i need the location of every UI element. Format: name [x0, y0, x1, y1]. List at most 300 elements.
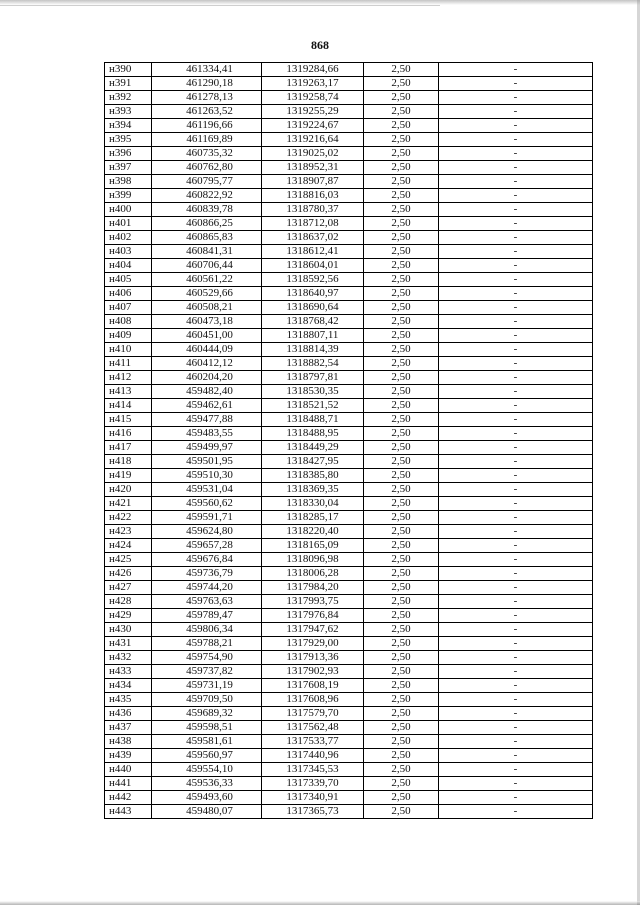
accuracy-cell: 2,50: [364, 637, 439, 651]
point-id-cell: н412: [105, 371, 152, 385]
note-cell: -: [439, 749, 593, 763]
point-id-cell: н440: [105, 763, 152, 777]
y-coordinate-cell: 1317345,53: [262, 763, 364, 777]
table-row: [105, 133, 593, 147]
point-id-cell: н411: [105, 357, 152, 371]
y-coordinate-cell: 1317993,75: [262, 595, 364, 609]
table-row: [105, 777, 593, 791]
x-coordinate-cell: 459754,90: [152, 651, 262, 665]
note-cell: -: [439, 805, 593, 819]
y-coordinate-cell: 1319255,29: [262, 105, 364, 119]
note-cell: -: [439, 175, 593, 189]
point-id-cell: н441: [105, 777, 152, 791]
accuracy-cell: 2,50: [364, 721, 439, 735]
note-cell: -: [439, 483, 593, 497]
point-id-cell: н424: [105, 539, 152, 553]
table-row: [105, 287, 593, 301]
note-cell: -: [439, 343, 593, 357]
accuracy-cell: 2,50: [364, 315, 439, 329]
point-id-cell: н391: [105, 77, 152, 91]
point-id-cell: н421: [105, 497, 152, 511]
note-cell: -: [439, 301, 593, 315]
y-coordinate-cell: 1318488,95: [262, 427, 364, 441]
x-coordinate-cell: 459763,63: [152, 595, 262, 609]
note-cell: -: [439, 385, 593, 399]
table-row: [105, 245, 593, 259]
point-id-cell: н393: [105, 105, 152, 119]
point-id-cell: н425: [105, 553, 152, 567]
table-row: [105, 595, 593, 609]
x-coordinate-cell: 460841,31: [152, 245, 262, 259]
point-id-cell: н417: [105, 441, 152, 455]
y-coordinate-cell: 1318952,31: [262, 161, 364, 175]
note-cell: -: [439, 371, 593, 385]
coordinates-table-body: [105, 63, 593, 819]
note-cell: -: [439, 91, 593, 105]
accuracy-cell: 2,50: [364, 553, 439, 567]
x-coordinate-cell: 459493,60: [152, 791, 262, 805]
x-coordinate-cell: 460735,32: [152, 147, 262, 161]
accuracy-cell: 2,50: [364, 287, 439, 301]
point-id-cell: н426: [105, 567, 152, 581]
x-coordinate-cell: 459482,40: [152, 385, 262, 399]
note-cell: -: [439, 553, 593, 567]
y-coordinate-cell: 1317533,77: [262, 735, 364, 749]
table-row: [105, 469, 593, 483]
note-cell: -: [439, 455, 593, 469]
note-cell: -: [439, 609, 593, 623]
x-coordinate-cell: 459709,50: [152, 693, 262, 707]
y-coordinate-cell: 1318488,71: [262, 413, 364, 427]
accuracy-cell: 2,50: [364, 399, 439, 413]
table-row: [105, 259, 593, 273]
note-cell: -: [439, 427, 593, 441]
y-coordinate-cell: 1319258,74: [262, 91, 364, 105]
accuracy-cell: 2,50: [364, 805, 439, 819]
table-row: [105, 427, 593, 441]
x-coordinate-cell: 460204,20: [152, 371, 262, 385]
x-coordinate-cell: 459462,61: [152, 399, 262, 413]
table-row: [105, 399, 593, 413]
note-cell: -: [439, 259, 593, 273]
y-coordinate-cell: 1318165,09: [262, 539, 364, 553]
note-cell: -: [439, 315, 593, 329]
note-cell: -: [439, 189, 593, 203]
table-row: [105, 623, 593, 637]
y-coordinate-cell: 1318816,03: [262, 189, 364, 203]
table-row: [105, 665, 593, 679]
y-coordinate-cell: 1317562,48: [262, 721, 364, 735]
accuracy-cell: 2,50: [364, 385, 439, 399]
table-row: [105, 637, 593, 651]
x-coordinate-cell: 460822,92: [152, 189, 262, 203]
top-rule: [0, 5, 440, 6]
accuracy-cell: 2,50: [364, 133, 439, 147]
x-coordinate-cell: 459789,47: [152, 609, 262, 623]
x-coordinate-cell: 459598,51: [152, 721, 262, 735]
note-cell: -: [439, 245, 593, 259]
accuracy-cell: 2,50: [364, 329, 439, 343]
x-coordinate-cell: 461263,52: [152, 105, 262, 119]
accuracy-cell: 2,50: [364, 791, 439, 805]
note-cell: -: [439, 133, 593, 147]
note-cell: -: [439, 637, 593, 651]
note-cell: -: [439, 651, 593, 665]
x-coordinate-cell: 460762,80: [152, 161, 262, 175]
y-coordinate-cell: 1318690,64: [262, 301, 364, 315]
x-coordinate-cell: 461196,66: [152, 119, 262, 133]
table-row: [105, 525, 593, 539]
table-row: [105, 147, 593, 161]
point-id-cell: н394: [105, 119, 152, 133]
y-coordinate-cell: 1317340,91: [262, 791, 364, 805]
note-cell: -: [439, 567, 593, 581]
point-id-cell: н403: [105, 245, 152, 259]
page-number: 868: [311, 38, 329, 52]
accuracy-cell: 2,50: [364, 427, 439, 441]
x-coordinate-cell: 460451,00: [152, 329, 262, 343]
x-coordinate-cell: 460529,66: [152, 287, 262, 301]
y-coordinate-cell: 1318640,97: [262, 287, 364, 301]
x-coordinate-cell: 459531,04: [152, 483, 262, 497]
y-coordinate-cell: 1317440,96: [262, 749, 364, 763]
table-row: [105, 161, 593, 175]
note-cell: -: [439, 161, 593, 175]
note-cell: -: [439, 287, 593, 301]
accuracy-cell: 2,50: [364, 525, 439, 539]
point-id-cell: н438: [105, 735, 152, 749]
accuracy-cell: 2,50: [364, 441, 439, 455]
table-row: [105, 231, 593, 245]
point-id-cell: н423: [105, 525, 152, 539]
y-coordinate-cell: 1317365,73: [262, 805, 364, 819]
point-id-cell: н416: [105, 427, 152, 441]
note-cell: -: [439, 595, 593, 609]
point-id-cell: н419: [105, 469, 152, 483]
x-coordinate-cell: 461334,41: [152, 63, 262, 77]
accuracy-cell: 2,50: [364, 581, 439, 595]
y-coordinate-cell: 1318330,04: [262, 497, 364, 511]
note-cell: -: [439, 763, 593, 777]
point-id-cell: н420: [105, 483, 152, 497]
x-coordinate-cell: 459731,19: [152, 679, 262, 693]
point-id-cell: н399: [105, 189, 152, 203]
note-cell: -: [439, 511, 593, 525]
accuracy-cell: 2,50: [364, 707, 439, 721]
note-cell: -: [439, 105, 593, 119]
x-coordinate-cell: 459499,97: [152, 441, 262, 455]
point-id-cell: н415: [105, 413, 152, 427]
note-cell: -: [439, 721, 593, 735]
note-cell: -: [439, 413, 593, 427]
point-id-cell: н432: [105, 651, 152, 665]
point-id-cell: н396: [105, 147, 152, 161]
accuracy-cell: 2,50: [364, 161, 439, 175]
y-coordinate-cell: 1318385,80: [262, 469, 364, 483]
point-id-cell: н422: [105, 511, 152, 525]
note-cell: -: [439, 231, 593, 245]
accuracy-cell: 2,50: [364, 189, 439, 203]
table-row: [105, 567, 593, 581]
x-coordinate-cell: 459591,71: [152, 511, 262, 525]
table-row: [105, 441, 593, 455]
y-coordinate-cell: 1318530,35: [262, 385, 364, 399]
accuracy-cell: 2,50: [364, 371, 439, 385]
y-coordinate-cell: 1319284,66: [262, 63, 364, 77]
note-cell: -: [439, 777, 593, 791]
note-cell: -: [439, 147, 593, 161]
x-coordinate-cell: 460866,25: [152, 217, 262, 231]
x-coordinate-cell: 459581,61: [152, 735, 262, 749]
accuracy-cell: 2,50: [364, 301, 439, 315]
table-row: [105, 273, 593, 287]
note-cell: -: [439, 203, 593, 217]
point-id-cell: н402: [105, 231, 152, 245]
y-coordinate-cell: 1319263,17: [262, 77, 364, 91]
note-cell: -: [439, 679, 593, 693]
x-coordinate-cell: 460795,77: [152, 175, 262, 189]
x-coordinate-cell: 461290,18: [152, 77, 262, 91]
table-row: [105, 77, 593, 91]
accuracy-cell: 2,50: [364, 763, 439, 777]
accuracy-cell: 2,50: [364, 455, 439, 469]
y-coordinate-cell: 1318637,02: [262, 231, 364, 245]
accuracy-cell: 2,50: [364, 539, 439, 553]
y-coordinate-cell: 1318369,35: [262, 483, 364, 497]
y-coordinate-cell: 1318807,11: [262, 329, 364, 343]
point-id-cell: н401: [105, 217, 152, 231]
x-coordinate-cell: 460508,21: [152, 301, 262, 315]
note-cell: -: [439, 581, 593, 595]
accuracy-cell: 2,50: [364, 567, 439, 581]
x-coordinate-cell: 459689,32: [152, 707, 262, 721]
y-coordinate-cell: 1319216,64: [262, 133, 364, 147]
table-row: [105, 371, 593, 385]
point-id-cell: н429: [105, 609, 152, 623]
y-coordinate-cell: 1317976,84: [262, 609, 364, 623]
table-row: [105, 497, 593, 511]
point-id-cell: н410: [105, 343, 152, 357]
y-coordinate-cell: 1318882,54: [262, 357, 364, 371]
table-row: [105, 189, 593, 203]
accuracy-cell: 2,50: [364, 119, 439, 133]
y-coordinate-cell: 1318907,87: [262, 175, 364, 189]
table-row: [105, 679, 593, 693]
note-cell: -: [439, 77, 593, 91]
point-id-cell: н427: [105, 581, 152, 595]
note-cell: -: [439, 63, 593, 77]
table-row: [105, 581, 593, 595]
x-coordinate-cell: 459510,30: [152, 469, 262, 483]
accuracy-cell: 2,50: [364, 357, 439, 371]
x-coordinate-cell: 459477,88: [152, 413, 262, 427]
point-id-cell: н404: [105, 259, 152, 273]
x-coordinate-cell: 459788,21: [152, 637, 262, 651]
accuracy-cell: 2,50: [364, 679, 439, 693]
y-coordinate-cell: 1318006,28: [262, 567, 364, 581]
accuracy-cell: 2,50: [364, 147, 439, 161]
point-id-cell: н442: [105, 791, 152, 805]
note-cell: -: [439, 329, 593, 343]
point-id-cell: н431: [105, 637, 152, 651]
table-row: [105, 175, 593, 189]
accuracy-cell: 2,50: [364, 483, 439, 497]
y-coordinate-cell: 1319224,67: [262, 119, 364, 133]
x-coordinate-cell: 459501,95: [152, 455, 262, 469]
accuracy-cell: 2,50: [364, 343, 439, 357]
point-id-cell: н406: [105, 287, 152, 301]
y-coordinate-cell: 1317579,70: [262, 707, 364, 721]
note-cell: -: [439, 273, 593, 287]
x-coordinate-cell: 459480,07: [152, 805, 262, 819]
note-cell: -: [439, 469, 593, 483]
accuracy-cell: 2,50: [364, 231, 439, 245]
x-coordinate-cell: 459806,34: [152, 623, 262, 637]
accuracy-cell: 2,50: [364, 413, 439, 427]
table-row: [105, 203, 593, 217]
table-row: [105, 343, 593, 357]
table-row: [105, 707, 593, 721]
y-coordinate-cell: 1318449,29: [262, 441, 364, 455]
x-coordinate-cell: 460444,09: [152, 343, 262, 357]
y-coordinate-cell: 1317929,00: [262, 637, 364, 651]
note-cell: -: [439, 735, 593, 749]
y-coordinate-cell: 1318612,41: [262, 245, 364, 259]
x-coordinate-cell: 459483,55: [152, 427, 262, 441]
accuracy-cell: 2,50: [364, 749, 439, 763]
accuracy-cell: 2,50: [364, 469, 439, 483]
table-row: [105, 329, 593, 343]
table-row: [105, 539, 593, 553]
x-coordinate-cell: 460839,78: [152, 203, 262, 217]
note-cell: -: [439, 399, 593, 413]
accuracy-cell: 2,50: [364, 91, 439, 105]
table-row: [105, 763, 593, 777]
point-id-cell: н407: [105, 301, 152, 315]
x-coordinate-cell: 460412,12: [152, 357, 262, 371]
table-row: [105, 791, 593, 805]
y-coordinate-cell: 1318592,56: [262, 273, 364, 287]
y-coordinate-cell: 1318814,39: [262, 343, 364, 357]
accuracy-cell: 2,50: [364, 273, 439, 287]
table-row: [105, 315, 593, 329]
accuracy-cell: 2,50: [364, 511, 439, 525]
y-coordinate-cell: 1318797,81: [262, 371, 364, 385]
scan-edge-bottom: [0, 901, 640, 905]
note-cell: -: [439, 119, 593, 133]
x-coordinate-cell: 459624,80: [152, 525, 262, 539]
point-id-cell: н405: [105, 273, 152, 287]
table-row: [105, 301, 593, 315]
table-row: [105, 735, 593, 749]
note-cell: -: [439, 441, 593, 455]
note-cell: -: [439, 525, 593, 539]
point-id-cell: н392: [105, 91, 152, 105]
point-id-cell: н413: [105, 385, 152, 399]
table-row: [105, 385, 593, 399]
table-row: [105, 553, 593, 567]
y-coordinate-cell: 1318096,98: [262, 553, 364, 567]
x-coordinate-cell: 461169,89: [152, 133, 262, 147]
y-coordinate-cell: 1317984,20: [262, 581, 364, 595]
table-row: [105, 455, 593, 469]
note-cell: -: [439, 791, 593, 805]
y-coordinate-cell: 1317913,36: [262, 651, 364, 665]
x-coordinate-cell: 460706,44: [152, 259, 262, 273]
x-coordinate-cell: 459676,84: [152, 553, 262, 567]
table-row: [105, 749, 593, 763]
accuracy-cell: 2,50: [364, 497, 439, 511]
note-cell: -: [439, 665, 593, 679]
accuracy-cell: 2,50: [364, 203, 439, 217]
accuracy-cell: 2,50: [364, 623, 439, 637]
y-coordinate-cell: 1317339,70: [262, 777, 364, 791]
note-cell: -: [439, 539, 593, 553]
point-id-cell: н398: [105, 175, 152, 189]
note-cell: -: [439, 217, 593, 231]
y-coordinate-cell: 1318768,42: [262, 315, 364, 329]
y-coordinate-cell: 1319025,02: [262, 147, 364, 161]
table-row: [105, 413, 593, 427]
table-row: [105, 805, 593, 819]
y-coordinate-cell: 1318427,95: [262, 455, 364, 469]
x-coordinate-cell: 459657,28: [152, 539, 262, 553]
note-cell: -: [439, 497, 593, 511]
point-id-cell: н395: [105, 133, 152, 147]
table-row: [105, 651, 593, 665]
x-coordinate-cell: 459737,82: [152, 665, 262, 679]
note-cell: -: [439, 707, 593, 721]
point-id-cell: н437: [105, 721, 152, 735]
x-coordinate-cell: 460865,83: [152, 231, 262, 245]
y-coordinate-cell: 1318604,01: [262, 259, 364, 273]
accuracy-cell: 2,50: [364, 693, 439, 707]
point-id-cell: н435: [105, 693, 152, 707]
accuracy-cell: 2,50: [364, 259, 439, 273]
x-coordinate-cell: 459744,20: [152, 581, 262, 595]
y-coordinate-cell: 1317608,96: [262, 693, 364, 707]
y-coordinate-cell: 1317608,19: [262, 679, 364, 693]
table-row: [105, 63, 593, 77]
accuracy-cell: 2,50: [364, 595, 439, 609]
table-row: [105, 609, 593, 623]
accuracy-cell: 2,50: [364, 651, 439, 665]
x-coordinate-cell: 459736,79: [152, 567, 262, 581]
table-row: [105, 119, 593, 133]
note-cell: -: [439, 623, 593, 637]
x-coordinate-cell: 461278,13: [152, 91, 262, 105]
point-id-cell: н400: [105, 203, 152, 217]
y-coordinate-cell: 1318521,52: [262, 399, 364, 413]
point-id-cell: н434: [105, 679, 152, 693]
accuracy-cell: 2,50: [364, 609, 439, 623]
table-row: [105, 217, 593, 231]
point-id-cell: н433: [105, 665, 152, 679]
point-id-cell: н414: [105, 399, 152, 413]
accuracy-cell: 2,50: [364, 777, 439, 791]
table-row: [105, 357, 593, 371]
point-id-cell: н428: [105, 595, 152, 609]
point-id-cell: н418: [105, 455, 152, 469]
accuracy-cell: 2,50: [364, 735, 439, 749]
accuracy-cell: 2,50: [364, 63, 439, 77]
x-coordinate-cell: 459560,62: [152, 497, 262, 511]
table-row: [105, 105, 593, 119]
accuracy-cell: 2,50: [364, 665, 439, 679]
y-coordinate-cell: 1318285,17: [262, 511, 364, 525]
table-row: [105, 511, 593, 525]
table-row: [105, 483, 593, 497]
